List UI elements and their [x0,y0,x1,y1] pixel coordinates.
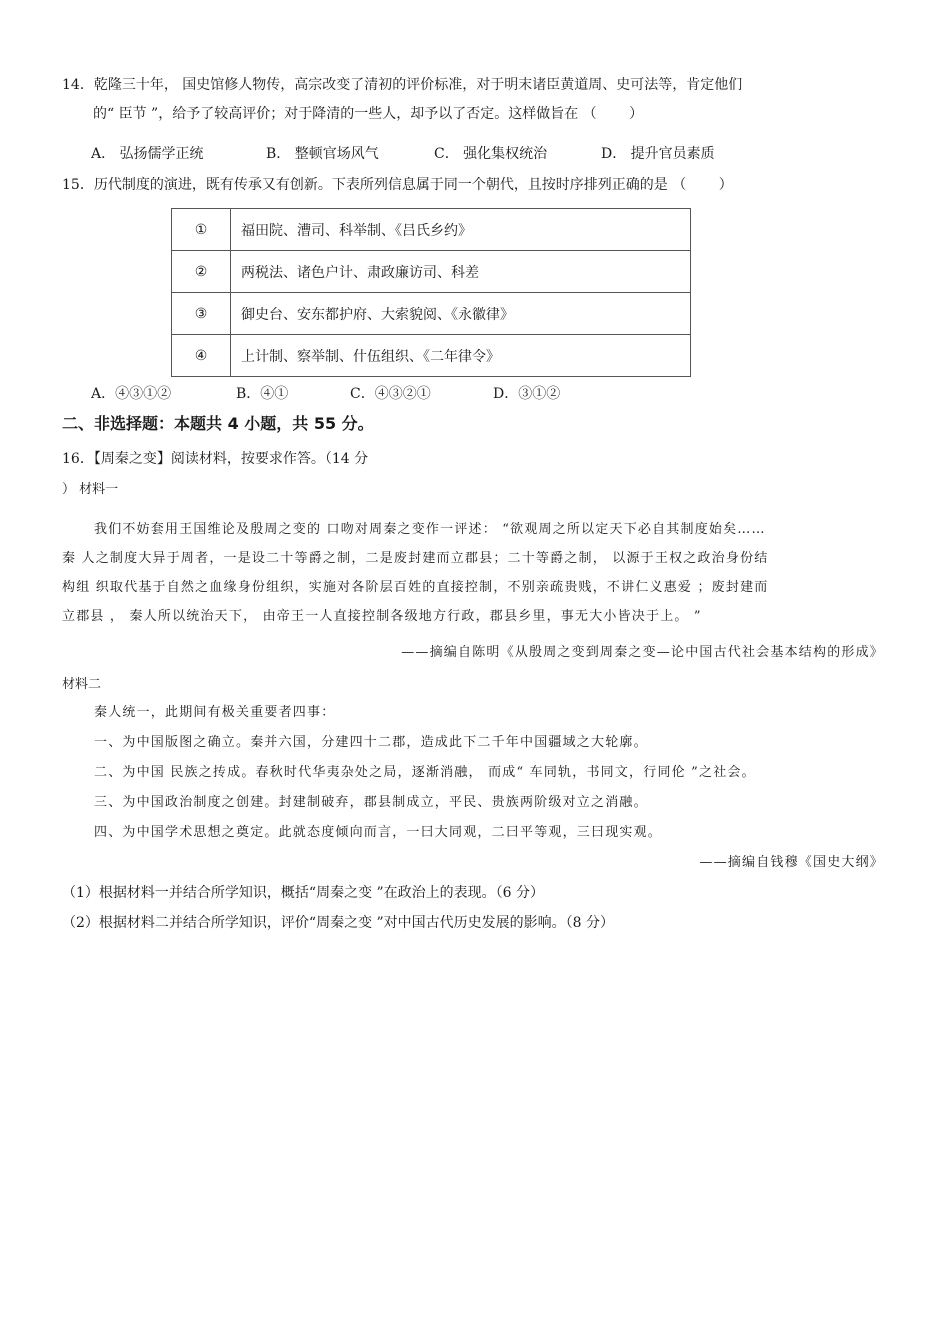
q16-subquestion-2: （2）根据材料二并结合所学知识，评价“周秦之变 ”对中国古代历史发展的影响。（8 分） [62,915,615,931]
q14-option-d: D． 提升官员素质 [601,146,715,162]
row-text: 御史台、安东都护府、大索貌阅、《永徽律》 [231,293,691,335]
row-number: ③ [172,293,231,335]
q14-option-b: B． 整顿官场风气 [266,146,379,162]
q15-table [171,208,691,377]
table-row [172,209,691,251]
material-2-line: 秦人统一，此期间有极关重要者四事： [94,705,336,720]
q14-option-a: A． 弘扬儒学正统 [91,146,204,162]
material-2-line: 二、为中国 民族之抟成。春秋时代华夷杂处之局，逐渐消融， 而成“ 车同轨，书同文，行同伦 ”之社会。 [94,765,756,780]
row-number: ① [172,209,231,251]
q15-option-c: C．④③②① [350,386,431,402]
table-row [172,335,691,377]
material-1-source: ——摘编自陈明《从殷周之变到周秦之变—论中国古代社会基本结构的形成》 [401,645,884,660]
table-row [172,293,691,335]
section-heading: 二、非选择题：本题共 4 小题，共 55 分。 [62,414,374,433]
material-1-line: 秦 人之制度大异于周者，一是设二十等爵之制，二是废封建而立郡县；二十等爵之制， 以源于王权之政治身份结 [62,551,769,566]
material-1-line: 立郡县 ， 秦人所以统治天下， 由帝王一人直接控制各级地方行政，郡县乡里，事无大小皆决于上。 ” [62,609,702,624]
material-1-title: ） 材料一 [62,482,119,497]
material-2-line: 四、为中国学术思想之奠定。此就态度倾向而言，一曰大同观，二曰平等观，三曰现实观。 [94,825,663,840]
row-text: 两税法、诸色户计、肃政廉访司、科差 [231,251,691,293]
material-2-source: ——摘编自钱穆《国史大纲》 [699,855,884,870]
q15-option-a: A．④③①② [91,386,172,402]
q16-subquestion-1: （1）根据材料一并结合所学知识，概括“周秦之变 ”在政治上的表现。（6 分） [62,885,545,901]
material-2-line: 一、为中国版图之确立。秦并六国，分建四十二郡，造成此下二千年中国疆域之大轮廓。 [94,735,648,750]
q14-stem-line1: 14．乾隆三十年， 国史馆修人物传，高宗改变了清初的评价标准，对于明末诸臣黄道周、史可法等，肯定他们 [62,77,743,93]
table-row [172,251,691,293]
q16-stem: 16．【周秦之变】阅读材料，按要求作答。（14 分 [62,451,369,467]
material-2-line: 三、为中国政治制度之创建。封建制破弃，郡县制成立，平民、贵族两阶级对立之消融。 [94,795,648,810]
row-number: ② [172,251,231,293]
row-number: ④ [172,335,231,377]
q15-stem: 15．历代制度的演进，既有传承又有创新。下表所列信息属于同一个朝代，且按时序排列正确的是 （ ） [62,177,733,193]
material-2-title: 材料二 [62,677,102,692]
material-1-line: 构组 织取代基于自然之血缘身份组织，实施对各阶层百姓的直接控制，不别亲疏贵贱，不讲仁义惠爱 ；废封建而 [62,580,769,595]
row-text: 上计制、察举制、什伍组织、《二年律令》 [231,335,691,377]
q15-option-b: B．④① [236,386,289,402]
q14-option-c: C． 强化集权统治 [434,146,548,162]
material-1-line: 我们不妨套用王国维论及殷周之变的 口吻对周秦之变作一评述： “欲观周之所以定天下必自其制度始矣…… [94,522,766,537]
q15-option-d: D．③①② [493,386,561,402]
q14-stem-line2: 的“ 臣节 ”，给予了较高评价；对于降清的一些人，却予以了否定。这样做旨在 （ ） [93,106,644,122]
row-text: 福田院、漕司、科举制、《吕氏乡约》 [231,209,691,251]
